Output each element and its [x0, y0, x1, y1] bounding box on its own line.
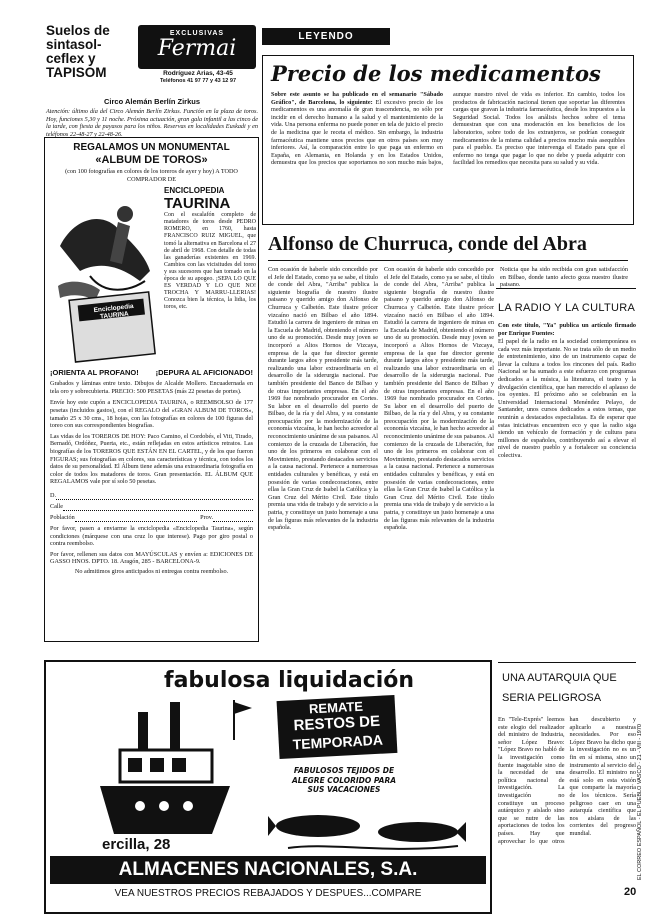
- fermai-address: Rodríguez Arias, 43-45: [163, 70, 233, 77]
- fermai-brand: Fermai: [157, 36, 237, 61]
- bulls-p5: Por favor, rellenen sus datos con MAYÚSCULAS y envíen a: EDICIONES DE GASSO HNOS. DPTO. 18. Aragón, 285 - BARCELONA-9.: [50, 550, 253, 566]
- stamp-line-3: TEMPORADA: [292, 731, 384, 753]
- churruca-title: Alfonso de Churruca, conde del Abra: [268, 233, 587, 255]
- margin-text: EL CORREO ESPAÑOL - EL PUEBLO VASCO · 21 - VIII - 1970: [637, 724, 643, 880]
- street-address: ercilla, 28: [102, 836, 171, 853]
- fish-illustration: [268, 798, 468, 858]
- section-header: [262, 28, 390, 59]
- encyclopedia-info: [164, 186, 256, 311]
- bulls-intro: (con 100 fotografías en colores de los toreros de ayer y hoy) A TODO COMPRADOR DE: [65, 168, 238, 183]
- fermai-phones: Teléfonos 41 97 77 y 43 12 97: [159, 78, 237, 84]
- radio-top-rule: [496, 288, 636, 289]
- article-radio: [498, 288, 636, 650]
- ship-illustration: [100, 694, 230, 844]
- section-header-label: LEYENDO PERIODICOS: [289, 31, 363, 59]
- liquidacion-ad: [44, 660, 492, 914]
- autarquia-title-2: SERIA PELIGROSA: [502, 692, 602, 704]
- fermai-logo: [138, 25, 256, 69]
- form-label-street: Calle: [50, 503, 64, 511]
- form-row-town: [50, 513, 253, 522]
- slogan: [264, 766, 424, 795]
- remate-stamp: [277, 695, 398, 759]
- tapisom-ad: [46, 24, 258, 94]
- bulls-header-line-1: REGALAMOS UN MONUMENTAL: [73, 142, 230, 153]
- encyclopedia-label: ENCICLOPEDIA: [164, 186, 225, 196]
- form-row-street: [50, 502, 253, 511]
- tapisom-line-1: Suelos de: [46, 23, 110, 38]
- bulls-p2: Envíe hoy este cupón a ENCICLOPEDIA TAURINA, o REEMBOLSO de 177 pesetas (incluidos gastos), con el REGALO del «GRAN ALBUM DE TOROS», tamaño 25 x 30 cms., 18 hojas, con las fotografías en colores de 100 figuras del toreo con sus correspondientes biografías.: [50, 399, 253, 430]
- company-banner: ALMACENES NACIONALES, S.A.: [50, 856, 486, 884]
- tapisom-line-2: sintasol-: [46, 37, 102, 52]
- form-field-name[interactable]: [56, 491, 253, 500]
- medicines-lead: Sobre este asunto se ha publicado en el semanario "Sábado Gráfico", de Barcelona, lo siguiente:: [271, 91, 443, 106]
- radio-body: El papel de la radio en la sociedad contemporánea es cada vez más importante. No se trata sólo de un medio de entretenimiento, sino de un instrumento capaz de llevar la cultura a todos los rincones del país. Radio Nacional se ha sumado a este esfuerzo con programas dedicados a la música, la literatura, el teatro y la divulgación científica, que han merecido el aplauso de los oyentes. El próximo año se celebrarán en la Universidad Internacional Menéndez Pelayo, de Santander, unos cursos dedicados a estos temas, que reunirán a destacados especialistas. Es de esperar que estas iniciativas encuentren eco y que la radio siga siendo un vehículo de formación y de cultura para millones de españoles, contribuyendo así a elevar el nivel de nuestro pueblo y a fortalecer su conciencia colectiva.: [498, 338, 636, 459]
- bulls-p4: Por favor, pasen a enviarme la enciclopedia «Enciclopedia Taurina», según condiciones (márquese con una cruz lo que interese). Pago por giro postal o contra reembolso.: [50, 524, 253, 548]
- encyclopedia-title: TAURINA: [164, 195, 231, 213]
- bulls-p3: Las vidas de los TOREROS DE HOY: Paco Camino, el Cordobés, el Viti, Tirado, Bernadó, Ordóñez, Puerta, etc., están reflejadas en estos artísticos retratos. Las biografías de los TOREROS QUE ESTÁN EN EL CARTEL, y de los que fueron FIGURAS; sus fotografías en colores, sus características y técnica, con todos los datos de su personalidad. El Álbum tiene además una extraordinaria fotografía en color de todos los matadores de toros. Gran presentación. EL ÁLBUM QUE REGALAMOS vale por sí solo 50 pesetas.: [50, 432, 253, 486]
- churruca-divider: [268, 260, 628, 261]
- medicines-columns: [271, 91, 625, 215]
- slogan-line-1: FABULOSOS TEJIDOS DE: [293, 766, 395, 775]
- autarquia-body: [498, 716, 636, 910]
- medicines-body: El excesivo precio de los medicamentos es una anomalía de gran trascendencia, no sólo por incidir en el derecho humano a la salud y el mantenimiento de la vida. Una persona enferma no puede poner en tela de juicio el precio de la medicina que le receta el médico. Sin embargo, la industria farmacéutica mantiene unos precios que en otros países son muy inferiores. Así, la comparación entre lo que paga un enfermo en España, en Alemania, en Holanda y en los Estados Unidos, demuestra que los precios que soportamos no son mucho más bajos, aunque nuestro nivel de vida es inferior. En cambio, todos los productos de fabricación nacional tienen que soportar las diferentes cargas que gravan la industria farmacéutica, desde los impuestos a la Seguridad Social. Todos los análisis hechos sobre el tema demuestran que con una moderación en los beneficios de los laboratorios, sobre todo de los extranjeros, se podrían conseguir medicamentos de la misma calidad a precios mucho más asequibles para el pueblo. Es preciso que intervenga el Estado para que el enfermo no tenga que pagar lo que no debe y pueda adquirir con facilidad los remedios que necesita para su salud y su vida.: [271, 91, 625, 167]
- autarquia-title: [502, 668, 636, 708]
- bulls-header-line-2: «ALBUM DE TOROS»: [95, 154, 208, 166]
- article-autarquia: [498, 662, 636, 912]
- fermai-tag: EXCLUSIVAS: [169, 30, 225, 37]
- circus-notice: [46, 97, 258, 138]
- article-medicines: [262, 55, 634, 225]
- cta-left: ¡ORIENTA AL PROFANO!: [50, 368, 139, 378]
- form-label-province: Prov.: [200, 514, 213, 522]
- autarquia-text: En "Tele-Exprés" leemos este elogio del realizador del ministro de Industria, señor López Bravo: "López Bravo no habló de la investigación como fuente inagotable sino de la necesidad de una política nacional de investigación. La investigación no constituye un proceso autárquico y aislado sino que se nutre de las aportaciones de todos los países. Hay que aprovechar lo que otros han descubierto y aplicarlo a nuestras necesidades. Por eso López Bravo ha dicho que la investigación no es un fin en sí misma, sino un instrumento al servicio del desarrollo. El ministro no está solo en esta visión que comparte la mayoría de los técnicos. Sería peligroso caer en una autarquía científica que nos aislara de las corrientes del progreso mundial.: [498, 716, 636, 845]
- slogan-line-2: ALEGRE COLORIDO PARA: [291, 775, 397, 785]
- churruca-body-2: Con ocasión de haberle sido concedido por el Jefe del Estado, como ya se sabe, el título de conde del Abra, "Arriba" publica la siguiente biografía de nuestro ilustre paisano y querido amigo don Alfonso de Churruca y Calbetón. Este ilustre prócer vizcaíno nació en Bilbao el año 1894. Estudió la carrera de ingeniero de minas en la Escuela de Madrid, obteniendo el número uno de su promoción. Desde muy joven se incorporó a Altos Hornos de Vizcaya, empresa de la que fue director gerente durante largos años y presidente más tarde, realizando una labor extraordinaria en el desarrollo de la siderurgia nacional. Fue también presidente del Banco de Bilbao y de otras importantes empresas. En el año 1969 fue nombrado procurador en Cortes. Su labor en el desarrollo del puerto de Bilbao, de la ría y del Abra, y su constante preocupación por la modernización de la economía vizcaína, le han hecho acreedor al reconocimiento unánime de sus paisanos. Al comienzo de la cruzada de Liberación, fue uno de los primeros en colaborar con el Movimiento, prestando destacados servicios a la causa nacional. Pertenece a numerosas entidades culturales y benéficas, y está en posesión de varias condecoraciones, entre ellas la Gran Cruz de Isabel la Católica y la Gran Cruz del Mérito Civil. Este título premia una vida de trabajo y de servicio a la patria, y constituye un justo homenaje a una de las figuras más relevantes de la industria española.: [384, 266, 494, 532]
- footer-slogan: VEA NUESTROS PRECIOS REBAJADOS Y DESPUES...COMPARE: [114, 888, 422, 899]
- bulls-cta-row: [50, 368, 253, 377]
- form-row-name: [50, 491, 253, 500]
- tapisom-line-4: TAPISOM: [46, 65, 107, 80]
- tapisom-line-3: ceflex y: [46, 51, 96, 66]
- medicines-title: Precio de los medicamentos: [271, 61, 601, 86]
- tapisom-title: [46, 24, 136, 80]
- form-label-name: D.: [50, 492, 57, 500]
- churruca-col-left: [268, 266, 378, 656]
- bullfighter-illustration: [50, 186, 162, 364]
- book-label: Enciclopedia TAURINA: [93, 303, 134, 321]
- slogan-line-3: SUS VACACIONES: [307, 785, 381, 794]
- page-number: 20: [624, 886, 637, 898]
- churruca-tail: Noticia que ha sido recibida con gran satisfacción en Bilbao, donde tanto afecto goza nuestro ilustre paisano.: [500, 266, 628, 289]
- cta-right: ¡DEPURA AL AFICIONADO!: [155, 368, 253, 378]
- bulls-illustration-area: [50, 186, 256, 364]
- form-label-town: Población: [50, 514, 75, 522]
- bulls-p6: No admitimos giros anticipados ni entregas contra reembolso.: [74, 567, 229, 575]
- autarquia-top-rule: [498, 662, 636, 663]
- churruca-col-mid: [384, 266, 494, 656]
- radio-lead: Con este título, "Ya" publica un artículo firmado por Enrique Fuentes:: [498, 322, 636, 337]
- coupon-form: [50, 491, 253, 522]
- autarquia-title-1: UNA AUTARQUIA QUE: [502, 672, 617, 684]
- form-field-province[interactable]: [213, 513, 253, 522]
- radio-title: LA RADIO Y LA CULTURA: [498, 302, 636, 314]
- bulls-p1: Grabados y láminas entre texto. Dibujos de Alcalde Mollero. Encuadernada en tela oro y sobrecubierta. PRECIO: 500 PESETAS (más 22 pesetas de portes).: [50, 380, 253, 395]
- bulls-ad: [44, 137, 259, 642]
- flag-icon: [230, 700, 254, 740]
- encyclopedia-desc: Con el escalafón completo de matadores de toros desde PEDRO ROMERO, en 1760, hasta FRANCISCO RUIZ MIGUEL, que tomó la alternativa en Barcelona el 27 de abril de 1968. Con detalle de todas las ganaderías existentes en 1969. Cambios con las vicisitudes del toreo y sus sucesores que han tomado en la época de su apogeo. ¡SEPA LO QUE ES VERDAD Y LO QUE NO! TROCHA Y MARRU-LLERIAS! Conozca bien la técnica, la lidia, los toros, etc.: [164, 212, 256, 311]
- circus-text: Atención: último día del Circo Alemán Berlín Zirkus. Función en la plaza de toros. Hoy, funciones 5,30 y 11 noche. Próxima actuación, gran gala infantil a las cinco de la tarde, con fiesta de payasos para los niños. Reservas en localidades Euskadi y en teléfonos 22-48-27 y 22-48-26.: [46, 108, 258, 138]
- circus-title: Circo Alemán Berlín Zirkus: [104, 97, 200, 106]
- liquidacion-title: fabulosa liquidación: [164, 668, 415, 693]
- stamp-line-2: RESTOS DE: [293, 712, 381, 735]
- form-field-town[interactable]: [75, 513, 197, 522]
- bulls-header: [50, 142, 253, 166]
- churruca-body: Con ocasión de haberle sido concedido por el Jefe del Estado, como ya se sabe, el título de conde del Abra, "Arriba" publica la siguiente biografía de nuestro ilustre paisano y querido amigo don Alfonso de Churruca y Calbetón. Este ilustre prócer vizcaíno nació en Bilbao el año 1894. Estudió la carrera de ingeniero de minas en la Escuela de Madrid, obteniendo el número uno de su promoción. Desde muy joven se incorporó a Altos Hornos de Vizcaya, empresa de la que fue director gerente durante largos años y presidente más tarde, realizando una labor extraordinaria en el desarrollo de la siderurgia nacional. Fue también presidente del Banco de Bilbao y de otras importantes empresas. En el año 1969 fue nombrado procurador en Cortes. Su labor en el desarrollo del puerto de Bilbao, de la ría y del Abra, y su constante preocupación por la modernización de la economía vizcaína, le han hecho acreedor al reconocimiento unánime de sus paisanos. Al comienzo de la cruzada de Liberación, fue uno de los primeros en colaborar con el Movimiento, prestando destacados servicios a la causa nacional. Pertenece a numerosas entidades culturales y benéficas, y está en posesión de varias condecoraciones, entre ellas la Gran Cruz de Isabel la Católica y la Gran Cruz del Mérito Civil. Este título premia una vida de trabajo y de servicio a la patria, y constituye un justo homenaje a una de las figuras más relevantes de la industria española.: [268, 266, 378, 532]
- form-field-street[interactable]: [63, 502, 253, 511]
- stamp-line-1: REMATE: [308, 698, 364, 717]
